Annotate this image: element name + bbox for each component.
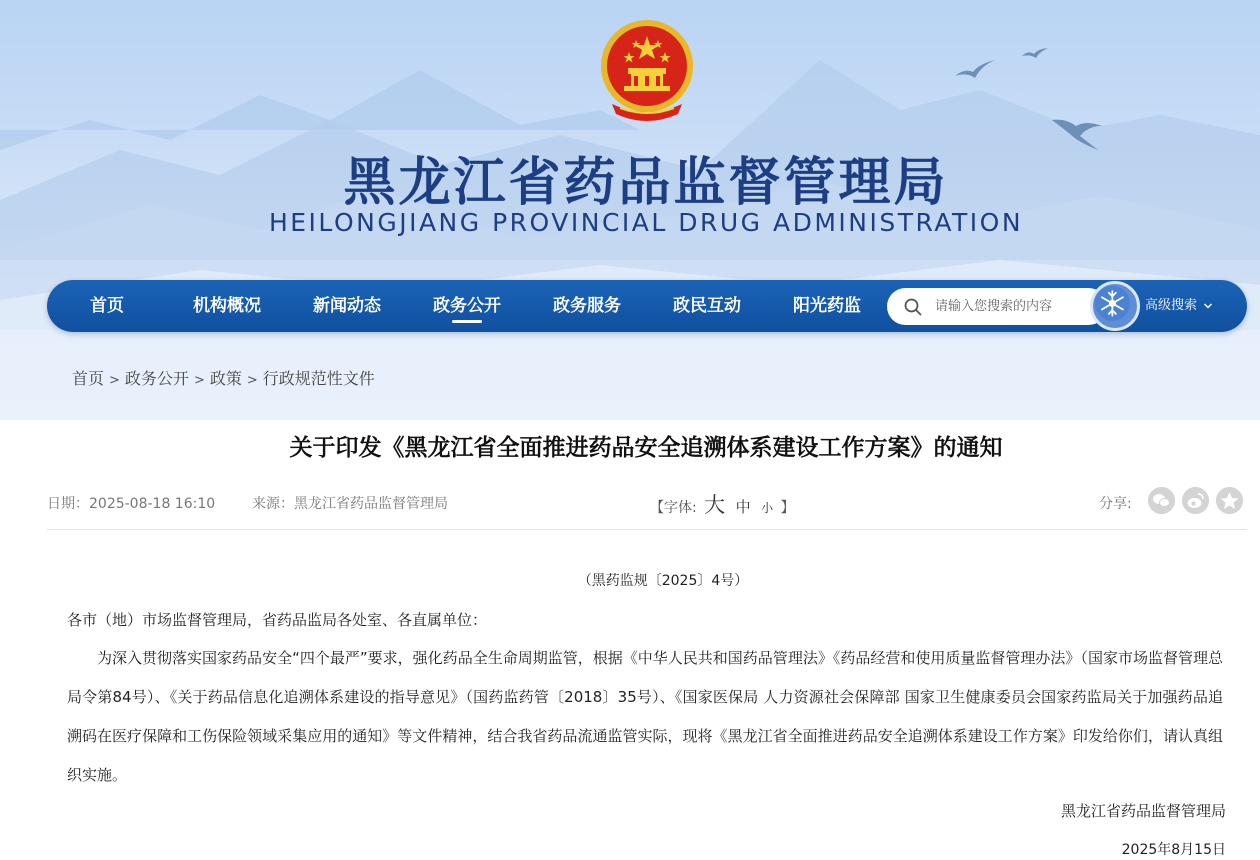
font-size-large-button[interactable]: 大 bbox=[704, 493, 726, 517]
nav-home[interactable]: 首页 bbox=[90, 296, 124, 316]
header-banner bbox=[0, 0, 1260, 420]
nav-news[interactable]: 新闻动态 bbox=[313, 296, 381, 316]
publish-date: 日期：2025-08-18 16:10 bbox=[47, 496, 216, 512]
breadcrumb-separator: > bbox=[193, 373, 205, 388]
breadcrumb-separator: > bbox=[246, 373, 258, 388]
font-size-medium-button[interactable]: 中 bbox=[735, 498, 751, 516]
nav-government-affairs[interactable]: 政务公开 bbox=[407, 280, 527, 332]
font-size-label: 【字体: bbox=[650, 500, 697, 516]
snowflake-icon[interactable] bbox=[1090, 281, 1140, 331]
breadcrumb-policy[interactable]: 政策 bbox=[209, 369, 242, 388]
font-size-small-button[interactable]: 小 bbox=[761, 501, 774, 515]
bird-icon bbox=[1022, 48, 1048, 58]
nav-services[interactable]: 政务服务 bbox=[553, 296, 621, 316]
advanced-search-link[interactable] bbox=[1145, 280, 1213, 332]
advanced-search-label: 高级搜索 bbox=[1145, 298, 1198, 313]
addressee: 各市（地）市场监督管理局，省药品监局各处室、各直属单位： bbox=[67, 611, 488, 629]
article-source: 来源：黑龙江省药品监督管理局 bbox=[252, 496, 448, 512]
national-emblem-icon bbox=[598, 16, 696, 122]
site-title: 黑龙江省药品监督管理局 bbox=[343, 153, 949, 213]
search-box bbox=[887, 288, 1107, 325]
font-size-control bbox=[650, 489, 795, 519]
breadcrumb bbox=[72, 366, 375, 389]
main-nav bbox=[47, 280, 1247, 332]
article-meta bbox=[47, 493, 1247, 515]
meta-divider bbox=[47, 529, 1247, 530]
share-label: 分享: bbox=[1099, 496, 1132, 512]
nav-sunshine-supervision[interactable]: 阳光药监 bbox=[793, 296, 861, 316]
breadcrumb-home[interactable]: 首页 bbox=[72, 369, 105, 388]
qzone-share-icon[interactable] bbox=[1216, 487, 1243, 514]
signature-organization: 黑龙江省药品监督管理局 bbox=[1060, 802, 1226, 820]
search-input[interactable] bbox=[935, 288, 1100, 325]
chevron-down-icon bbox=[1203, 302, 1213, 310]
breadcrumb-government-affairs[interactable]: 政务公开 bbox=[124, 369, 189, 388]
breadcrumb-separator: > bbox=[109, 373, 120, 388]
bird-icon bbox=[955, 60, 995, 78]
weibo-share-icon[interactable] bbox=[1182, 487, 1209, 514]
nav-interaction[interactable]: 政民互动 bbox=[673, 296, 741, 316]
article-title: 关于印发《黑龙江省全面推进药品安全追溯体系建设工作方案》的通知 bbox=[289, 435, 1003, 461]
breadcrumb-normative-documents[interactable]: 行政规范性文件 bbox=[262, 369, 375, 388]
search-icon[interactable] bbox=[904, 298, 922, 316]
nav-about[interactable]: 机构概况 bbox=[193, 296, 261, 316]
wechat-share-icon[interactable] bbox=[1148, 487, 1175, 514]
font-size-close-bracket: 】 bbox=[780, 500, 795, 516]
site-subtitle: HEILONGJIANG PROVINCIAL DRUG ADMINISTRATION bbox=[268, 208, 1024, 237]
signature-date: 2025年8月15日 bbox=[1121, 842, 1226, 858]
document-number: （黑药监规〔2025〕4号） bbox=[577, 573, 749, 589]
article-body: 为深入贯彻落实国家药品安全“四个最严”要求，强化药品全生命周期监管，根据《中华人民共和国药品管理法》《药品经营和使用质量监督管理办法》（国家市场监督管理总局令第84号）、《关于药品信息化追溯体系建设的指导意见》（国药监药管〔2018〕35号）、《国家医保局 人力资源社会保障部 国家卫生健康委员会国家药监局关于加强药品追溯码在医疗保障和工伤保险领域采集应用的通知》等文件精神，结合我省药品流通监管实际，现将《黑龙江省全面推进药品安全追溯体系建设工作方案》印发给你们，请认真组织实施。 bbox=[67, 649, 1223, 784]
